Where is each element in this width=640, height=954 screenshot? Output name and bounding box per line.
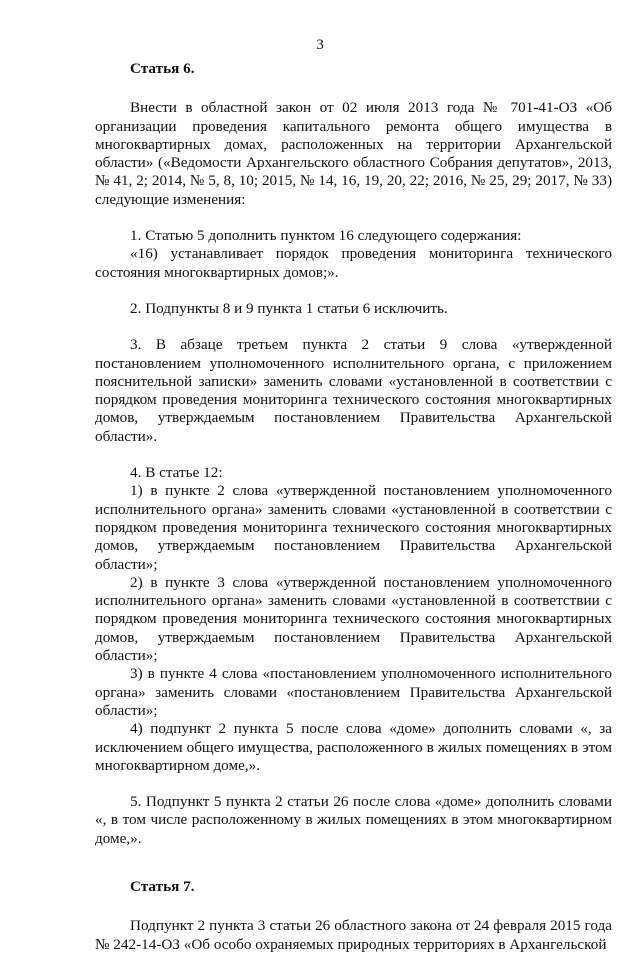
article-6-item-4: 4. В статье 12:: [130, 464, 223, 482]
page-number: 3: [316, 36, 324, 53]
article-6-item-4-sub-1: 1) в пункте 2 слова «утвержденной постановлением уполномоченного исполнительного органа» заменить словами «установленной в соответствии с порядком проведения мониторинга технического состояния многоквартирных домов, утверждаемым постановлением Правительства Архангельской области»;: [95, 482, 612, 573]
article-6-item-1-quote: «16) устанавливает порядок проведения мониторинга технического состояния многоквартирных домов;».: [95, 245, 612, 281]
article-7-intro: Подпункт 2 пункта 3 статьи 26 областного закона от 24 февраля 2015 года № 242-14-ОЗ «Об особо охраняемых природных территориях в Архангельской: [95, 917, 612, 953]
article-6-item-3: 3. В абзаце третьем пункта 2 статьи 9 слова «утвержденной постановлением уполномоченного исполнительного органа, с приложением пояснительной записки» заменить словами «установленной в соответствии с порядком проведения мониторинга технического состояния многоквартирных домов, утверждаемым постановлением Правительства Архангельской области».: [95, 336, 612, 445]
article-6-item-1: 1. Статью 5 дополнить пунктом 16 следующего содержания:: [130, 227, 522, 245]
article-6-item-4-sub-4: 4) подпункт 2 пункта 5 после слова «доме» дополнить словами «, за исключением общего имущества, расположенного в жилых помещениях в этом многоквартирном доме,».: [95, 720, 612, 774]
article-6-heading: Статья 6.: [130, 60, 195, 77]
article-7-heading: Статья 7.: [130, 877, 195, 895]
article-6-item-5: 5. Подпункт 5 пункта 2 статьи 26 после слова «доме» дополнить словами «, в том числе расположенному в жилых помещениях в этом многоквартирном доме,».: [95, 793, 612, 847]
article-6-item-4-sub-2: 2) в пункте 3 слова «утвержденной постановлением уполномоченного исполнительного органа» заменить словами «установленной в соответствии с порядком проведения мониторинга технического состояния многоквартирных домов, утверждаемым постановлением Правительства Архангельской области»;: [95, 573, 612, 665]
document-body: [95, 60, 612, 954]
article-6-item-4-sub-3: 3) в пункте 4 слова «постановлением уполномоченного исполнительного органа» заменить словами «постановлением Правительства Архангельской области»;: [95, 665, 612, 719]
article-6-intro: Внести в областной закон от 02 июля 2013 года № 701-41-ОЗ «Об организации проведения капитального ремонта общего имущества в многоквартирных домах, расположенных на территории Архангельской области» («Ведомости Архангельского областного Собрания депутатов», 2013, № 41, 2; 2014, № 5, 8, 10; 2015, № 14, 16, 19, 20, 22; 2016, № 25, 29; 2017, № 33) следующие изменения:: [95, 99, 612, 208]
article-6-item-2: 2. Подпункты 8 и 9 пункта 1 статьи 6 исключить.: [130, 299, 448, 317]
